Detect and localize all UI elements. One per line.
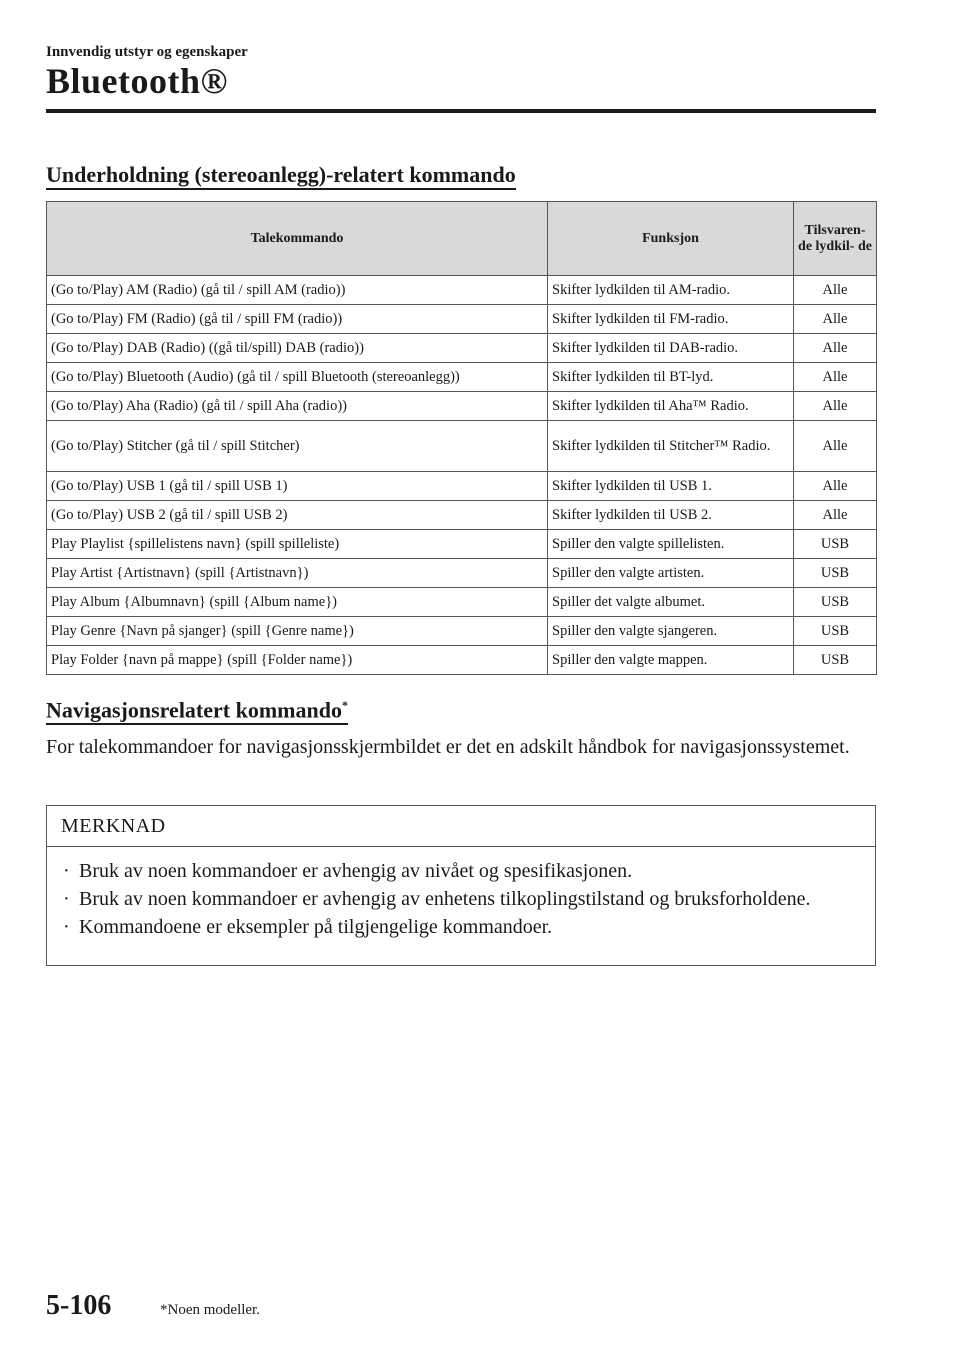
cell-function: Spiller den valgte spillelisten.: [548, 530, 794, 559]
column-header-function: Funksjon: [548, 202, 794, 276]
cell-source: USB: [794, 588, 877, 617]
cell-source: Alle: [794, 392, 877, 421]
cell-command: Play Artist {Artistnavn} (spill {Artistnavn}): [47, 559, 548, 588]
table-row: [47, 363, 877, 392]
cell-source: Alle: [794, 276, 877, 305]
navigation-body-text: For talekommandoer for navigasjonsskjermbildet er det en adskilt håndbok for navigasjonssystemet.: [46, 736, 850, 758]
cell-source: Alle: [794, 501, 877, 530]
cell-source: Alle: [794, 472, 877, 501]
cell-source: Alle: [794, 421, 877, 472]
section-heading-entertainment: Underholdning (stereoanlegg)-relatert kommando: [46, 163, 516, 190]
table-row: [47, 617, 877, 646]
cell-function: Skifter lydkilden til FM-radio.: [548, 305, 794, 334]
cell-source: USB: [794, 646, 877, 675]
table-row: [47, 472, 877, 501]
table-row: [47, 646, 877, 675]
note-item-text: Kommandoene er eksempler på tilgjengelige kommandoer.: [79, 916, 553, 938]
asterisk-mark: *: [341, 698, 348, 712]
voice-command-table: [46, 201, 877, 675]
table-row: [47, 305, 877, 334]
cell-source: Alle: [794, 305, 877, 334]
cell-source: Alle: [794, 334, 877, 363]
cell-function: Skifter lydkilden til DAB-radio.: [548, 334, 794, 363]
cell-function: Spiller den valgte mappen.: [548, 646, 794, 675]
column-header-command: Talekommando: [47, 202, 548, 276]
table-row: [47, 334, 877, 363]
note-box: [46, 805, 876, 966]
note-list: [47, 847, 875, 941]
table-row: [47, 501, 877, 530]
footnote: *Noen modeller.: [160, 1302, 260, 1318]
cell-command: Play Playlist {spillelistens navn} (spill spilleliste): [47, 530, 548, 559]
cell-function: Skifter lydkilden til USB 1.: [548, 472, 794, 501]
list-item: [61, 857, 855, 885]
cell-function: Spiller den valgte artisten.: [548, 559, 794, 588]
cell-command: (Go to/Play) DAB (Radio) ((gå til/spill) DAB (radio)): [47, 334, 548, 363]
cell-function: Skifter lydkilden til Aha™ Radio.: [548, 392, 794, 421]
table-header-row: [47, 202, 877, 276]
cell-function: Spiller den valgte sjangeren.: [548, 617, 794, 646]
table-row: [47, 588, 877, 617]
section-heading-text: Navigasjonsrelatert kommando: [46, 697, 342, 723]
table-row: [47, 530, 877, 559]
cell-function: Skifter lydkilden til BT-lyd.: [548, 363, 794, 392]
cell-command: (Go to/Play) Aha (Radio) (gå til / spill Aha (radio)): [47, 392, 548, 421]
list-item: [61, 913, 855, 941]
table-row: [47, 559, 877, 588]
page-title: Bluetooth®: [46, 61, 228, 101]
table-row: [47, 392, 877, 421]
cell-command: (Go to/Play) AM (Radio) (gå til / spill AM (radio)): [47, 276, 548, 305]
cell-function: Spiller det valgte albumet.: [548, 588, 794, 617]
note-item-text: Bruk av noen kommandoer er avhengig av nivået og spesifikasjonen.: [79, 860, 633, 882]
bullet-icon: ·: [63, 888, 70, 910]
note-title: MERKNAD: [47, 806, 875, 847]
cell-function: Skifter lydkilden til AM-radio.: [548, 276, 794, 305]
table-row: [47, 276, 877, 305]
cell-command: (Go to/Play) Bluetooth (Audio) (gå til / spill Bluetooth (stereoanlegg)): [47, 363, 548, 392]
cell-command: (Go to/Play) USB 1 (gå til / spill USB 1): [47, 472, 548, 501]
section-heading-navigation: [46, 693, 348, 725]
bullet-icon: ·: [63, 916, 70, 938]
cell-command: (Go to/Play) FM (Radio) (gå til / spill FM (radio)): [47, 305, 548, 334]
chapter-label: Innvendig utstyr og egenskaper: [46, 44, 248, 60]
cell-command: (Go to/Play) USB 2 (gå til / spill USB 2): [47, 501, 548, 530]
cell-source: USB: [794, 530, 877, 559]
bullet-icon: ·: [63, 860, 70, 882]
cell-source: USB: [794, 559, 877, 588]
cell-function: Skifter lydkilden til Stitcher™ Radio.: [548, 421, 794, 472]
cell-command: Play Folder {navn på mappe} (spill {Folder name}): [47, 646, 548, 675]
column-header-source: Tilsvaren- de lydkil- de: [794, 202, 877, 276]
cell-command: Play Genre {Navn på sjanger} (spill {Genre name}): [47, 617, 548, 646]
table-row: [47, 421, 877, 472]
note-item-text: Bruk av noen kommandoer er avhengig av enhetens tilkoplingstilstand og bruksforholdene.: [79, 888, 811, 910]
cell-source: USB: [794, 617, 877, 646]
header-divider: [46, 109, 876, 113]
list-item: [61, 885, 855, 913]
cell-source: Alle: [794, 363, 877, 392]
cell-command: (Go to/Play) Stitcher (gå til / spill Stitcher): [47, 421, 548, 472]
cell-function: Skifter lydkilden til USB 2.: [548, 501, 794, 530]
cell-command: Play Album {Albumnavn} (spill {Album name}): [47, 588, 548, 617]
page-number: 5-106: [46, 1290, 112, 1321]
